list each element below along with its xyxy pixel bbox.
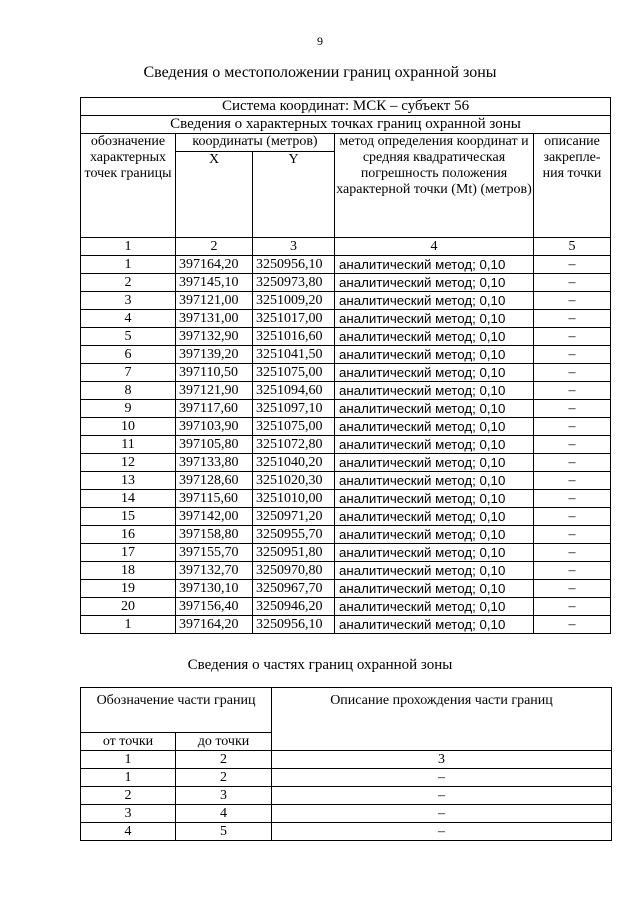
method-cell: аналитический метод; 0,10 [335,490,534,508]
description-cell: – [534,454,611,472]
x-coordinate-cell: 397131,00 [176,310,253,328]
from-point-cell: 1 [81,769,176,787]
y-coordinate-cell: 3250955,70 [253,526,335,544]
method-cell: аналитический метод; 0,10 [335,562,534,580]
x-coordinate-cell: 397139,20 [176,346,253,364]
y-coordinate-cell: 3250967,70 [253,580,335,598]
header-point-id: обозначение характерных точек границы [81,134,176,238]
point-id-cell: 11 [81,436,176,454]
description-cell: – [534,400,611,418]
column-number: 2 [176,238,253,256]
table-row [81,526,611,544]
x-coordinate-cell: 397128,60 [176,472,253,490]
section-title-parts: Сведения о частях границ охранной зоны [187,657,453,673]
part-description-cell: – [272,787,612,805]
point-id-cell: 7 [81,364,176,382]
description-cell: – [534,418,611,436]
header-method: метод определения координат и средняя квадратическая погрешность положения характерной точки (Mt) (метров) [335,134,534,238]
point-id-cell: 17 [81,544,176,562]
table-row [81,562,611,580]
column-number: 3 [272,751,612,769]
description-cell: – [534,382,611,400]
part-description-cell: – [272,823,612,841]
y-coordinate-cell: 3250956,10 [253,256,335,274]
method-cell: аналитический метод; 0,10 [335,328,534,346]
x-coordinate-cell: 397105,80 [176,436,253,454]
description-cell: – [534,526,611,544]
y-coordinate-cell: 3251041,50 [253,346,335,364]
column-number: 1 [81,751,176,769]
method-cell: аналитический метод; 0,10 [335,616,534,634]
method-cell: аналитический метод; 0,10 [335,274,534,292]
column-number: 5 [534,238,611,256]
point-id-cell: 14 [81,490,176,508]
header-y: Y [253,152,335,238]
table-row [81,490,611,508]
point-id-cell: 18 [81,562,176,580]
point-id-cell: 3 [81,292,176,310]
header-to-point: до точки [176,733,272,751]
to-point-cell: 5 [176,823,272,841]
point-id-cell: 9 [81,400,176,418]
table-row [81,400,611,418]
y-coordinate-cell: 3251094,60 [253,382,335,400]
description-cell: – [534,598,611,616]
x-coordinate-cell: 397130,10 [176,580,253,598]
coordinate-system-caption: Система координат: МСК – субъект 56 [81,98,611,116]
table-row [81,274,611,292]
table-row [81,472,611,490]
table-row [81,544,611,562]
x-coordinate-cell: 397132,90 [176,328,253,346]
x-coordinate-cell: 397132,70 [176,562,253,580]
y-coordinate-cell: 3251009,20 [253,292,335,310]
method-cell: аналитический метод; 0,10 [335,382,534,400]
to-point-cell: 3 [176,787,272,805]
y-coordinate-cell: 3250971,20 [253,508,335,526]
table-row [81,598,611,616]
from-point-cell: 4 [81,823,176,841]
x-coordinate-cell: 397121,00 [176,292,253,310]
method-cell: аналитический метод; 0,10 [335,454,534,472]
table-row [81,787,612,805]
table-row [81,616,611,634]
table-row [81,346,611,364]
description-cell: – [534,364,611,382]
page-number: 9 [317,34,323,48]
column-number: 2 [176,751,272,769]
table-row [81,436,611,454]
method-cell: аналитический метод; 0,10 [335,310,534,328]
description-cell: – [534,436,611,454]
x-coordinate-cell: 397121,90 [176,382,253,400]
x-coordinate-cell: 397142,00 [176,508,253,526]
description-cell: – [534,256,611,274]
column-number: 4 [335,238,534,256]
from-point-cell: 3 [81,805,176,823]
x-coordinate-cell: 397110,50 [176,364,253,382]
method-cell: аналитический метод; 0,10 [335,364,534,382]
description-cell: – [534,328,611,346]
header-part-description: Описание прохождения части границ [272,688,612,751]
x-coordinate-cell: 397145,10 [176,274,253,292]
method-cell: аналитический метод; 0,10 [335,526,534,544]
points-caption: Сведения о характерных точках границ охранной зоны [81,116,611,134]
method-cell: аналитический метод; 0,10 [335,508,534,526]
x-coordinate-cell: 397164,20 [176,256,253,274]
y-coordinate-cell: 3250973,80 [253,274,335,292]
description-cell: – [534,472,611,490]
y-coordinate-cell: 3251075,00 [253,418,335,436]
x-coordinate-cell: 397133,80 [176,454,253,472]
table-row [81,508,611,526]
method-cell: аналитический метод; 0,10 [335,436,534,454]
point-id-cell: 16 [81,526,176,544]
point-id-cell: 10 [81,418,176,436]
description-cell: – [534,562,611,580]
table-row [81,328,611,346]
characteristic-points-table [80,97,611,634]
table-row [81,580,611,598]
y-coordinate-cell: 3251072,80 [253,436,335,454]
section-title-boundaries: Сведения о местоположении границ охранной зоны [143,64,497,81]
from-point-cell: 2 [81,787,176,805]
part-description-cell: – [272,805,612,823]
y-coordinate-cell: 3251010,00 [253,490,335,508]
table-row [81,823,612,841]
point-id-cell: 6 [81,346,176,364]
to-point-cell: 2 [176,769,272,787]
header-from-point: от точки [81,733,176,751]
description-cell: – [534,490,611,508]
y-coordinate-cell: 3251020,30 [253,472,335,490]
boundary-parts-table [80,687,612,841]
point-id-cell: 5 [81,328,176,346]
column-number: 1 [81,238,176,256]
x-coordinate-cell: 397103,90 [176,418,253,436]
to-point-cell: 4 [176,805,272,823]
method-cell: аналитический метод; 0,10 [335,472,534,490]
table-row [81,418,611,436]
point-id-cell: 15 [81,508,176,526]
y-coordinate-cell: 3250970,80 [253,562,335,580]
method-cell: аналитический метод; 0,10 [335,256,534,274]
point-id-cell: 1 [81,616,176,634]
x-coordinate-cell: 397164,20 [176,616,253,634]
point-id-cell: 19 [81,580,176,598]
x-coordinate-cell: 397158,80 [176,526,253,544]
point-id-cell: 8 [81,382,176,400]
description-cell: – [534,580,611,598]
table-row [81,382,611,400]
point-id-cell: 20 [81,598,176,616]
method-cell: аналитический метод; 0,10 [335,418,534,436]
y-coordinate-cell: 3251097,10 [253,400,335,418]
y-coordinate-cell: 3251040,20 [253,454,335,472]
point-id-cell: 13 [81,472,176,490]
x-coordinate-cell: 397117,60 [176,400,253,418]
point-id-cell: 12 [81,454,176,472]
table-row [81,256,611,274]
table-row [81,364,611,382]
x-coordinate-cell: 397115,60 [176,490,253,508]
table-row [81,454,611,472]
description-cell: – [534,544,611,562]
description-cell: – [534,292,611,310]
method-cell: аналитический метод; 0,10 [335,544,534,562]
y-coordinate-cell: 3250951,80 [253,544,335,562]
point-id-cell: 4 [81,310,176,328]
header-description: описание закрепле-ния точки [534,134,611,238]
y-coordinate-cell: 3251016,60 [253,328,335,346]
description-cell: – [534,508,611,526]
header-coordinates: координаты (метров) [176,134,335,152]
description-cell: – [534,274,611,292]
x-coordinate-cell: 397156,40 [176,598,253,616]
part-description-cell: – [272,769,612,787]
table-row [81,310,611,328]
header-x: X [176,152,253,238]
y-coordinate-cell: 3250956,10 [253,616,335,634]
table-row [81,805,612,823]
method-cell: аналитический метод; 0,10 [335,346,534,364]
method-cell: аналитический метод; 0,10 [335,292,534,310]
description-cell: – [534,616,611,634]
method-cell: аналитический метод; 0,10 [335,400,534,418]
method-cell: аналитический метод; 0,10 [335,580,534,598]
description-cell: – [534,346,611,364]
table-row [81,292,611,310]
column-number: 3 [253,238,335,256]
y-coordinate-cell: 3251017,00 [253,310,335,328]
table-row [81,769,612,787]
y-coordinate-cell: 3250946,20 [253,598,335,616]
method-cell: аналитический метод; 0,10 [335,598,534,616]
x-coordinate-cell: 397155,70 [176,544,253,562]
point-id-cell: 2 [81,274,176,292]
point-id-cell: 1 [81,256,176,274]
description-cell: – [534,310,611,328]
y-coordinate-cell: 3251075,00 [253,364,335,382]
header-part: Обозначение части границ [81,688,272,733]
